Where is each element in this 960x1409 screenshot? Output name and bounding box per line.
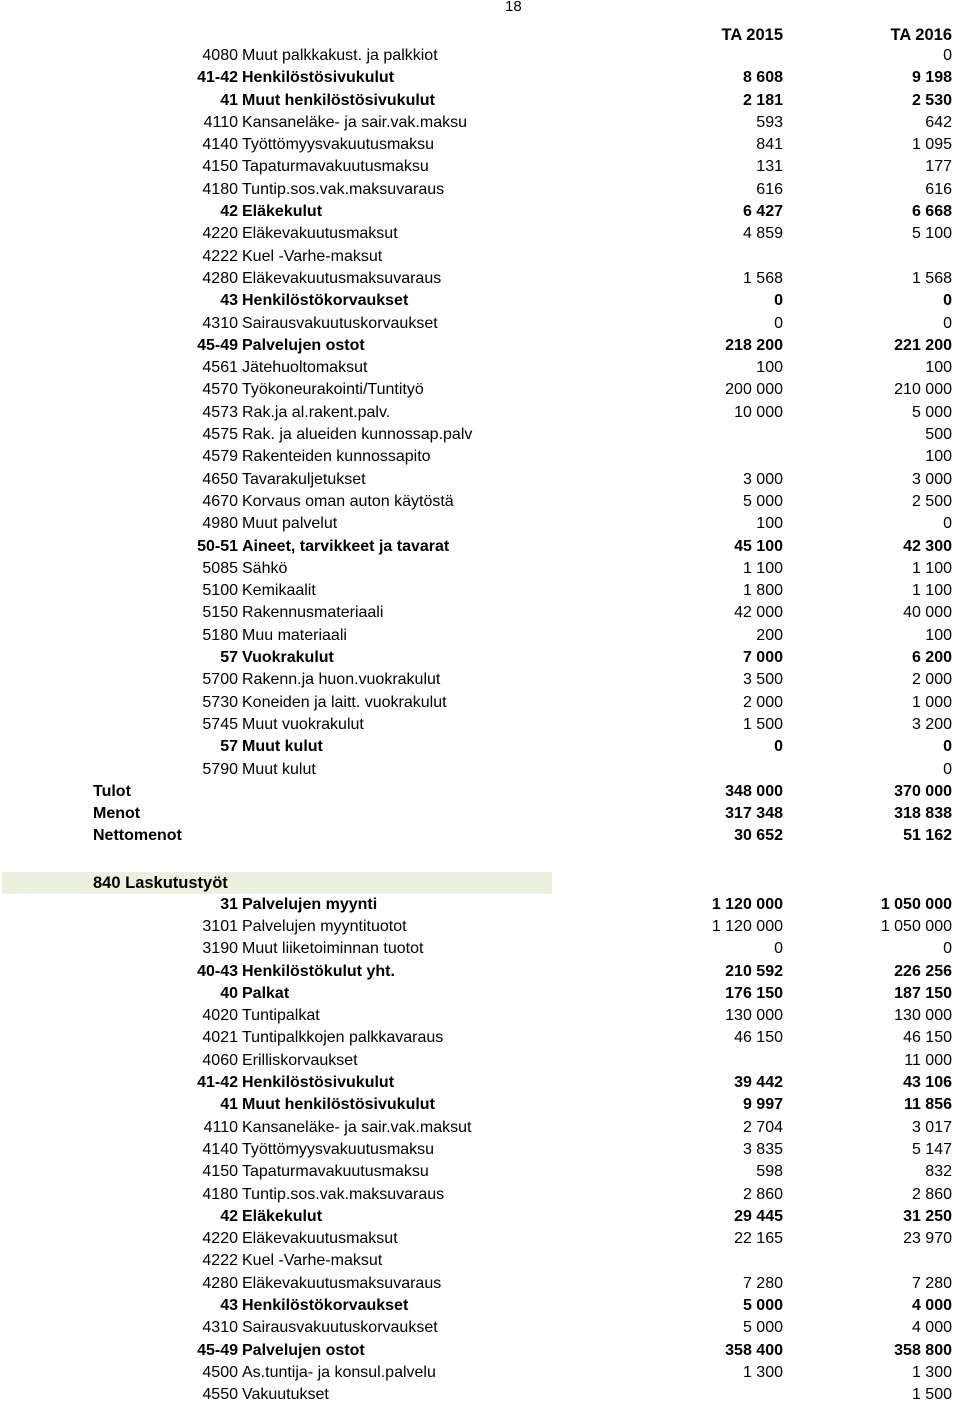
account-name: Muut palvelut <box>242 515 338 533</box>
account-name: Eläkevakuutusmaksuvaraus <box>242 269 442 287</box>
account-name: Vakuutukset <box>242 1386 329 1404</box>
table-row <box>0 714 960 736</box>
account-code: 4550 <box>202 1386 238 1404</box>
account-code: 4080 <box>202 47 238 64</box>
value-ta-2015: 1 100 <box>742 559 783 577</box>
account-code: 5730 <box>202 693 238 711</box>
value-ta-2016: 23 970 <box>903 1230 952 1248</box>
account-code: 41-42 <box>197 1074 238 1092</box>
table-row <box>0 759 960 781</box>
value-ta-2016: 358 800 <box>894 1341 952 1359</box>
total-row <box>0 825 960 847</box>
account-code: 4650 <box>202 470 238 488</box>
value-ta-2015: 2 000 <box>742 693 783 711</box>
account-name: Jätehuoltomaksut <box>242 359 368 377</box>
value-ta-2015: 100 <box>756 515 783 533</box>
value-ta-2015: 5 000 <box>742 1319 783 1337</box>
page-number: 18 <box>505 0 522 15</box>
account-name: Muut vuokrakulut <box>242 715 364 733</box>
table-row <box>0 156 960 178</box>
value-ta-2015: 176 150 <box>725 984 783 1002</box>
value-ta-2015: 210 592 <box>725 962 783 980</box>
value-ta-2015: 46 150 <box>734 1029 783 1047</box>
table-row <box>0 1050 960 1072</box>
table-row <box>0 1228 960 1250</box>
table-row <box>0 1273 960 1295</box>
value-ta-2016: 100 <box>925 359 952 377</box>
account-code: 4180 <box>202 180 238 198</box>
table-row <box>0 1250 960 1272</box>
value-ta-2016: 177 <box>925 158 952 176</box>
account-code: 4222 <box>202 247 238 265</box>
column-header-ta-2015: TA 2015 <box>721 26 783 44</box>
account-code: 4310 <box>202 314 238 332</box>
total-ta-2016: 318 838 <box>894 805 952 823</box>
column-header-ta-2016: TA 2016 <box>890 26 952 44</box>
value-ta-2015: 841 <box>756 136 783 154</box>
value-ta-2015: 598 <box>756 1163 783 1181</box>
account-name: Palvelujen myyntituotot <box>242 917 407 935</box>
table-row <box>0 290 960 312</box>
value-ta-2016: 9 198 <box>911 69 952 87</box>
value-ta-2016: 11 000 <box>904 1051 952 1069</box>
table-row <box>0 983 960 1005</box>
value-ta-2016: 4 000 <box>911 1297 952 1315</box>
section-band <box>2 872 552 894</box>
account-code: 4110 <box>203 113 238 131</box>
value-ta-2015: 5 000 <box>742 1297 783 1315</box>
value-ta-2015: 358 400 <box>725 1341 783 1359</box>
account-name: Tapaturmavakuutusmaksu <box>242 158 429 176</box>
account-name: Muut henkilöstösivukulut <box>242 1096 435 1114</box>
account-name: Rak.ja al.rakent.palv. <box>242 403 391 421</box>
table-row <box>0 1139 960 1161</box>
value-ta-2015: 3 835 <box>742 1140 783 1158</box>
value-ta-2016: 4 000 <box>911 1319 952 1337</box>
value-ta-2015: 2 704 <box>742 1118 783 1136</box>
table-row <box>0 379 960 401</box>
value-ta-2016: 3 000 <box>911 470 952 488</box>
table-row <box>0 580 960 602</box>
account-name: Rakenteiden kunnossapito <box>242 448 431 466</box>
account-code: 3190 <box>202 940 238 958</box>
account-name: Koneiden ja laitt. vuokrakulut <box>242 693 447 711</box>
value-ta-2015: 200 <box>756 626 783 644</box>
value-ta-2016: 1 100 <box>911 582 952 600</box>
value-ta-2016: 2 000 <box>911 671 952 689</box>
account-code: 5085 <box>202 559 238 577</box>
table-row <box>0 1384 960 1406</box>
table-row <box>0 335 960 357</box>
value-ta-2015: 2 860 <box>742 1185 783 1203</box>
account-name: Kuel -Varhe-maksut <box>242 247 383 265</box>
total-label: Menot <box>93 805 141 823</box>
account-code: 4280 <box>202 269 238 287</box>
value-ta-2015: 45 100 <box>734 537 783 555</box>
value-ta-2016: 5 147 <box>911 1140 952 1158</box>
value-ta-2015: 218 200 <box>725 336 783 354</box>
table-row <box>0 1005 960 1027</box>
account-code: 4561 <box>202 359 238 377</box>
account-name: Rakennusmateriaali <box>242 604 384 622</box>
value-ta-2015: 39 442 <box>734 1074 783 1092</box>
account-code: 5745 <box>202 715 238 733</box>
value-ta-2016: 7 280 <box>911 1274 952 1292</box>
account-name: Tuntip.sos.vak.maksuvaraus <box>242 180 445 198</box>
account-name: Muut liiketoiminnan tuotot <box>242 940 424 958</box>
account-code: 4980 <box>202 515 238 533</box>
section-spacer <box>0 848 960 872</box>
table-row <box>0 223 960 245</box>
account-name: Muut henkilöstösivukulut <box>242 91 435 109</box>
account-code: 42 <box>220 1207 238 1225</box>
value-ta-2015: 0 <box>774 292 783 310</box>
table-row <box>0 1184 960 1206</box>
value-ta-2015: 3 500 <box>742 671 783 689</box>
value-ta-2015: 42 000 <box>734 604 783 622</box>
account-code: 45-49 <box>197 336 238 354</box>
account-code: 42 <box>220 203 238 221</box>
account-name: Kansaneläke- ja sair.vak.maksut <box>242 1118 472 1136</box>
account-name: Henkilöstökorvaukset <box>242 1297 409 1315</box>
value-ta-2016: 0 <box>943 314 952 332</box>
account-name: Rak. ja alueiden kunnossap.palv <box>242 426 473 444</box>
value-ta-2015: 131 <box>756 158 783 176</box>
account-code: 5150 <box>202 604 238 622</box>
table-row <box>0 647 960 669</box>
table-row <box>0 961 960 983</box>
account-name: Palvelujen ostot <box>242 1341 365 1359</box>
account-code: 41 <box>220 91 238 109</box>
account-name: Henkilöstökulut yht. <box>242 962 395 980</box>
account-name: Muut kulut <box>242 760 316 778</box>
table-row <box>0 916 960 938</box>
table-row <box>0 67 960 89</box>
account-name: Sairausvakuutuskorvaukset <box>242 1319 438 1337</box>
total-ta-2016: 370 000 <box>894 782 952 800</box>
value-ta-2015: 0 <box>774 314 783 332</box>
account-name: Kemikaalit <box>242 582 316 600</box>
account-name: Henkilöstösivukulut <box>242 69 395 87</box>
account-name: Kansaneläke- ja sair.vak.maksu <box>242 113 467 131</box>
account-name: Eläkevakuutusmaksuvaraus <box>242 1274 442 1292</box>
account-code: 4150 <box>202 158 238 176</box>
account-name: Muut kulut <box>242 738 323 756</box>
section-header <box>0 872 960 894</box>
account-code: 41 <box>220 1096 238 1114</box>
account-name: Tuntip.sos.vak.maksuvaraus <box>242 1185 445 1203</box>
value-ta-2016: 832 <box>925 1163 952 1181</box>
value-ta-2016: 6 200 <box>911 649 952 667</box>
account-name: Rakenn.ja huon.vuokrakulut <box>242 671 441 689</box>
table-row <box>0 201 960 223</box>
table-row <box>0 1317 960 1339</box>
account-name: Sähkö <box>242 559 288 577</box>
value-ta-2015: 10 000 <box>734 403 783 421</box>
account-code: 41-42 <box>197 69 238 87</box>
value-ta-2016: 1 300 <box>911 1363 952 1381</box>
value-ta-2016: 210 000 <box>894 381 952 399</box>
value-ta-2015: 1 800 <box>742 582 783 600</box>
value-ta-2016: 0 <box>943 738 952 756</box>
value-ta-2016: 6 668 <box>911 203 952 221</box>
total-row <box>0 781 960 803</box>
value-ta-2015: 1 568 <box>742 269 783 287</box>
account-code: 40-43 <box>197 962 238 980</box>
account-name: Eläkevakuutusmaksut <box>242 1230 398 1248</box>
account-name: Palvelujen ostot <box>242 336 365 354</box>
value-ta-2016: 43 106 <box>903 1074 952 1092</box>
table-row <box>0 424 960 446</box>
value-ta-2016: 2 530 <box>911 91 952 109</box>
value-ta-2016: 1 050 000 <box>880 895 952 913</box>
value-ta-2015: 4 859 <box>742 225 783 243</box>
value-ta-2015: 0 <box>774 738 783 756</box>
account-name: Korvaus oman auton käytöstä <box>242 492 454 510</box>
table-row <box>0 45 960 67</box>
value-ta-2016: 187 150 <box>894 984 952 1002</box>
account-code: 4573 <box>202 403 238 421</box>
account-name: Eläkekulut <box>242 1207 323 1225</box>
account-code: 4222 <box>202 1252 238 1270</box>
value-ta-2016: 0 <box>943 940 952 958</box>
account-name: Työttömyysvakuutusmaksu <box>242 136 435 154</box>
account-code: 40 <box>220 984 238 1002</box>
account-code: 4020 <box>202 1007 238 1025</box>
value-ta-2016: 31 250 <box>903 1207 952 1225</box>
value-ta-2016: 0 <box>943 292 952 310</box>
account-code: 4140 <box>202 1140 238 1158</box>
account-name: Tapaturmavakuutusmaksu <box>242 1163 429 1181</box>
value-ta-2015: 130 000 <box>725 1007 783 1025</box>
total-ta-2016: 51 162 <box>903 827 952 845</box>
account-code: 5790 <box>202 760 238 778</box>
value-ta-2016: 3 200 <box>911 715 952 733</box>
value-ta-2016: 2 860 <box>911 1185 952 1203</box>
table-row <box>0 1117 960 1139</box>
table-row <box>0 513 960 535</box>
table-row <box>0 536 960 558</box>
account-code: 4140 <box>202 136 238 154</box>
account-code: 31 <box>220 895 238 913</box>
account-code: 4150 <box>202 1163 238 1181</box>
value-ta-2016: 616 <box>925 180 952 198</box>
table-row <box>0 313 960 335</box>
value-ta-2015: 1 120 000 <box>711 895 783 913</box>
account-code: 43 <box>220 292 238 310</box>
value-ta-2016: 1 568 <box>911 269 952 287</box>
value-ta-2016: 1 100 <box>911 559 952 577</box>
value-ta-2015: 29 445 <box>734 1207 783 1225</box>
account-code: 50-51 <box>197 537 238 555</box>
table-row <box>0 446 960 468</box>
table-row <box>0 112 960 134</box>
account-name: Muu materiaali <box>242 626 347 644</box>
account-name: Tuntipalkkojen palkkavaraus <box>242 1029 444 1047</box>
value-ta-2016: 130 000 <box>894 1007 952 1025</box>
account-name: Sairausvakuutuskorvaukset <box>242 314 438 332</box>
budget-table <box>0 45 960 1407</box>
table-row <box>0 894 960 916</box>
value-ta-2016: 42 300 <box>903 537 952 555</box>
value-ta-2015: 200 000 <box>725 381 783 399</box>
account-code: 4570 <box>202 381 238 399</box>
account-code: 3101 <box>202 917 238 935</box>
table-row <box>0 402 960 424</box>
value-ta-2016: 3 017 <box>911 1118 952 1136</box>
value-ta-2015: 1 300 <box>742 1363 783 1381</box>
value-ta-2016: 100 <box>925 626 952 644</box>
account-code: 5700 <box>202 671 238 689</box>
account-code: 4021 <box>202 1029 238 1047</box>
table-row <box>0 134 960 156</box>
value-ta-2016: 1 095 <box>911 136 952 154</box>
value-ta-2016: 11 856 <box>903 1096 952 1114</box>
account-name: Muut palkkakust. ja palkkiot <box>242 47 438 64</box>
table-row <box>0 246 960 268</box>
value-ta-2016: 5 100 <box>911 225 952 243</box>
table-row <box>0 736 960 758</box>
account-code: 4575 <box>202 426 238 444</box>
total-row <box>0 803 960 825</box>
table-row <box>0 1161 960 1183</box>
value-ta-2016: 40 000 <box>903 604 952 622</box>
total-ta-2015: 348 000 <box>725 782 783 800</box>
value-ta-2015: 7 000 <box>742 649 783 667</box>
account-code: 4180 <box>202 1185 238 1203</box>
table-row <box>0 602 960 624</box>
value-ta-2016: 221 200 <box>894 336 952 354</box>
account-code: 4310 <box>202 1319 238 1337</box>
account-code: 4500 <box>202 1363 238 1381</box>
value-ta-2016: 1 000 <box>911 693 952 711</box>
account-code: 4220 <box>202 225 238 243</box>
value-ta-2015: 22 165 <box>734 1230 783 1248</box>
value-ta-2015: 593 <box>756 113 783 131</box>
table-row <box>0 1206 960 1228</box>
account-name: Henkilöstösivukulut <box>242 1074 395 1092</box>
value-ta-2015: 8 608 <box>742 69 783 87</box>
table-row <box>0 1340 960 1362</box>
account-name: Palvelujen myynti <box>242 895 378 913</box>
account-name: Eläkevakuutusmaksut <box>242 225 398 243</box>
value-ta-2016: 226 256 <box>894 962 952 980</box>
account-name: Eläkekulut <box>242 203 323 221</box>
value-ta-2016: 0 <box>943 515 952 533</box>
account-code: 4110 <box>203 1118 238 1136</box>
account-name: As.tuntija- ja konsul.palvelu <box>242 1363 436 1381</box>
account-code: 5100 <box>202 582 238 600</box>
table-row <box>0 90 960 112</box>
value-ta-2016: 0 <box>943 47 952 64</box>
value-ta-2015: 6 427 <box>742 203 783 221</box>
account-name: Erilliskorvaukset <box>242 1051 358 1069</box>
account-code: 5180 <box>202 626 238 644</box>
value-ta-2016: 500 <box>925 426 952 444</box>
total-label: Tulot <box>93 782 131 800</box>
account-code: 4220 <box>202 1230 238 1248</box>
table-row <box>0 1094 960 1116</box>
value-ta-2016: 46 150 <box>903 1029 952 1047</box>
value-ta-2016: 1 500 <box>911 1386 952 1404</box>
account-code: 43 <box>220 1297 238 1315</box>
table-row <box>0 625 960 647</box>
value-ta-2015: 9 997 <box>742 1096 783 1114</box>
total-ta-2015: 317 348 <box>725 805 783 823</box>
account-code: 4670 <box>202 492 238 510</box>
table-row <box>0 669 960 691</box>
account-code: 57 <box>220 649 238 667</box>
account-code: 4579 <box>202 448 238 466</box>
table-row <box>0 469 960 491</box>
table-row <box>0 179 960 201</box>
account-name: Tuntipalkat <box>242 1007 320 1025</box>
account-name: Vuokrakulut <box>242 649 334 667</box>
table-row <box>0 1362 960 1384</box>
value-ta-2015: 100 <box>756 359 783 377</box>
account-code: 57 <box>220 738 238 756</box>
total-ta-2015: 30 652 <box>734 827 783 845</box>
table-row <box>0 1027 960 1049</box>
account-name: Tavarakuljetukset <box>242 470 366 488</box>
account-name: Palkat <box>242 984 290 1002</box>
account-code: 4060 <box>202 1051 238 1069</box>
value-ta-2015: 2 181 <box>742 91 783 109</box>
value-ta-2016: 0 <box>943 760 952 778</box>
value-ta-2016: 2 500 <box>911 492 952 510</box>
value-ta-2016: 100 <box>925 448 952 466</box>
value-ta-2015: 7 280 <box>742 1274 783 1292</box>
value-ta-2016: 5 000 <box>911 403 952 421</box>
table-row <box>0 268 960 290</box>
account-name: Kuel -Varhe-maksut <box>242 1252 383 1270</box>
value-ta-2016: 1 050 000 <box>880 917 952 935</box>
value-ta-2015: 616 <box>756 180 783 198</box>
account-name: Työttömyysvakuutusmaksu <box>242 1140 435 1158</box>
value-ta-2015: 5 000 <box>742 492 783 510</box>
value-ta-2015: 0 <box>774 940 783 958</box>
table-row <box>0 558 960 580</box>
value-ta-2015: 3 000 <box>742 470 783 488</box>
table-row <box>0 938 960 960</box>
account-name: Työkoneurakointi/Tuntityö <box>242 381 424 399</box>
value-ta-2015: 1 500 <box>742 715 783 733</box>
section-title: 840 Laskutustyöt <box>93 873 228 892</box>
table-row <box>0 1072 960 1094</box>
value-ta-2015: 1 120 000 <box>711 917 783 935</box>
account-name: Henkilöstökorvaukset <box>242 292 409 310</box>
table-row <box>0 692 960 714</box>
account-code: 4280 <box>202 1274 238 1292</box>
table-row <box>0 1295 960 1317</box>
table-row <box>0 357 960 379</box>
value-ta-2016: 642 <box>925 113 952 131</box>
total-label: Nettomenot <box>93 827 182 845</box>
account-name: Aineet, tarvikkeet ja tavarat <box>242 537 450 555</box>
account-code: 45-49 <box>197 1341 238 1359</box>
table-row <box>0 491 960 513</box>
